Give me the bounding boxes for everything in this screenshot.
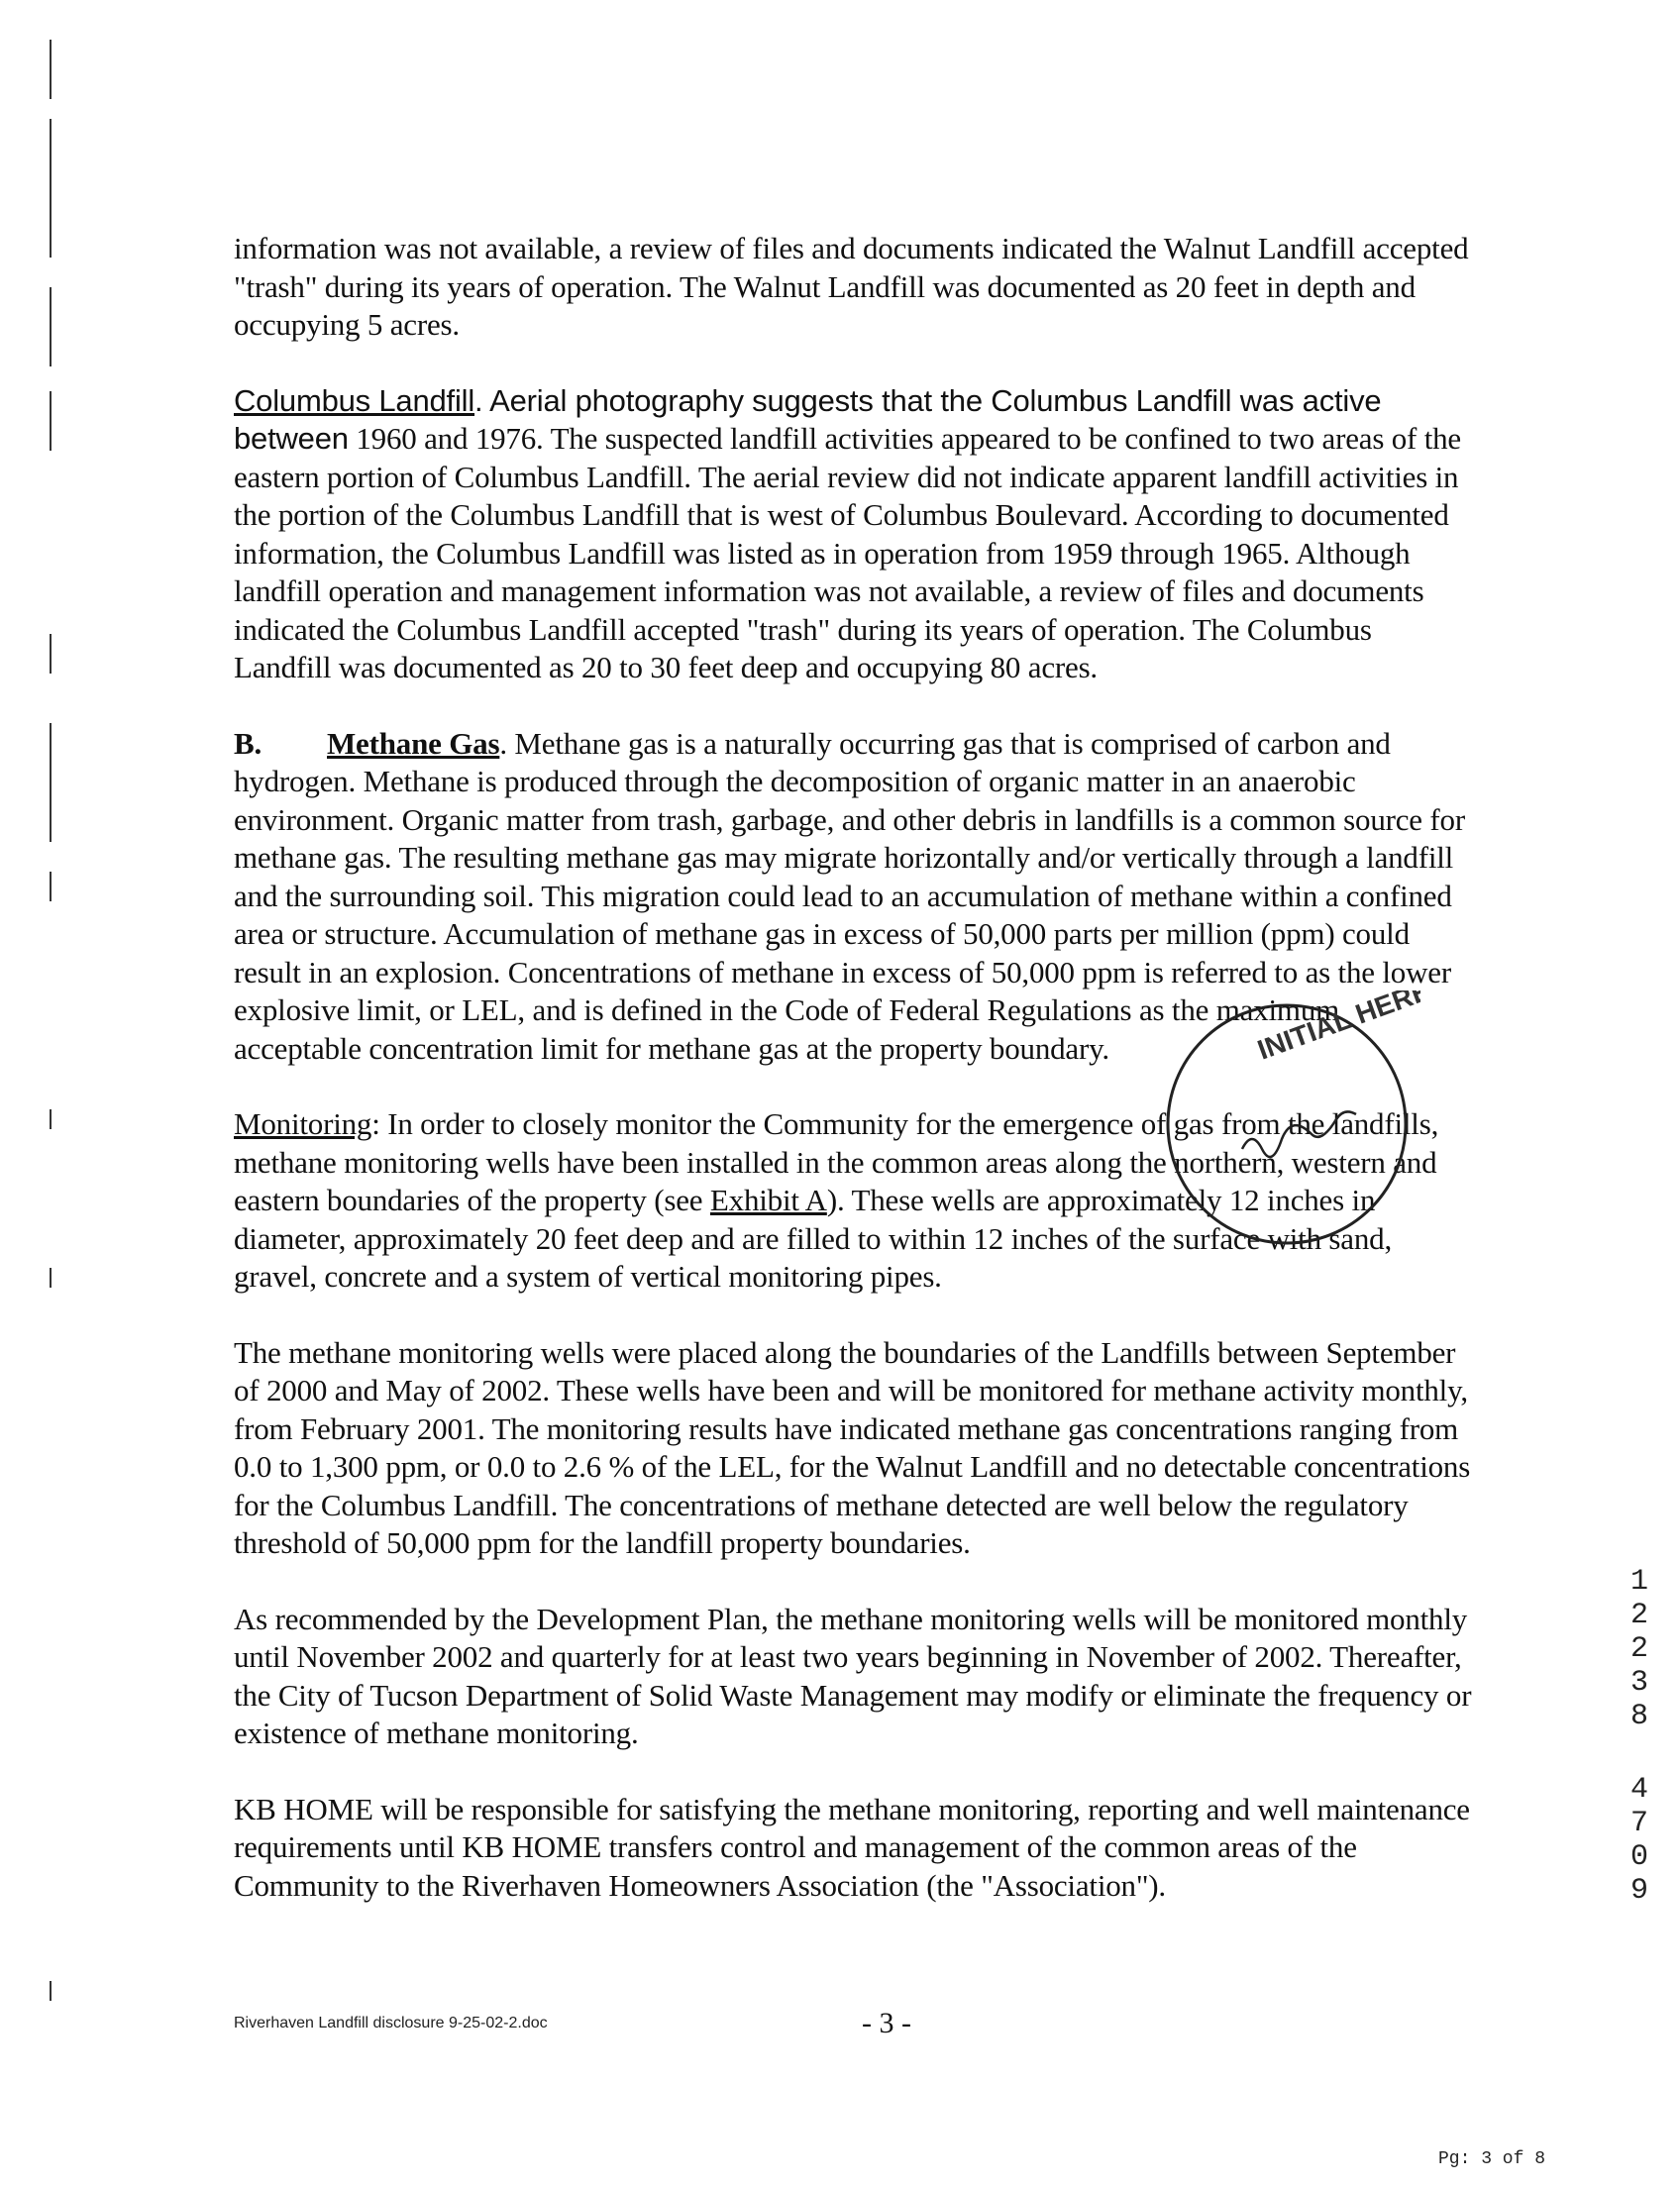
handwritten-initials xyxy=(1242,1111,1356,1157)
id-digit: 2 xyxy=(1629,1632,1648,1666)
columbus-heading-rest: . Aerial photography suggests that the Columbus Landfill was active between xyxy=(234,382,1382,456)
columbus-body: 1960 and 1976. The suspected landfill activities appeared to be confined to two areas of the eastern portion of Columbus Landfill. The aerial review did not indicate apparent landfill activities in the portion of the Columbus Landfill that is west of Columbus Boulevard. According to documented information, the Columbus Landfill was listed as in operation from 1959 through 1965. Although landfill operation and management information was not available, a review of files and documents indicated the Columbus Landfill accepted "trash" during its years of operation. The Columbus Landfill was documented as 20 to 30 feet deep and occupying 80 acres. xyxy=(234,421,1461,684)
scan-margin-marks xyxy=(0,0,79,2187)
vertical-document-id xyxy=(1625,1565,1654,1908)
id-digit: 7 xyxy=(1629,1807,1648,1840)
id-digit: 9 xyxy=(1629,1874,1648,1908)
methane-gas-heading: Methane Gas xyxy=(327,725,500,761)
id-digit: 4 xyxy=(1629,1773,1648,1807)
id-digit: 0 xyxy=(1629,1840,1648,1874)
id-digit: 3 xyxy=(1629,1666,1648,1700)
paragraph-development-plan: As recommended by the Development Plan, the methane monitoring wells will be monitored monthly until November 2002 and quarterly for at least two years beginning in November of 2002. Thereafter, the City of Tucson Department of Solid Waste Management may modify or eliminate the frequency or existence of methane monitoring. xyxy=(234,1601,1472,1750)
initial-here-stamp xyxy=(1153,990,1420,1258)
id-digit: 2 xyxy=(1629,1599,1648,1632)
stamp-text: INITIAL HERE xyxy=(1253,990,1420,1066)
monitoring-heading: Monitoring xyxy=(234,1106,372,1141)
paragraph-walnut-continued: information was not available, a review of files and documents indicated the Walnut Landfill accepted "trash" during its years of operation. The Walnut Landfill was documented as 20 feet in depth and occupying 5 acres. xyxy=(234,231,1469,342)
footer-filename: Riverhaven Landfill disclosure 9-25-02-2.doc xyxy=(234,2015,548,2031)
paragraph-columbus-landfill xyxy=(234,382,1472,687)
paragraph-kb-home: KB HOME will be responsible for satisfying the methane monitoring, reporting and well maintenance requirements until KB HOME transfers control and management of the common areas of the Community to the Riverhaven Homeowners Association (the "Association"). xyxy=(234,1791,1470,1903)
paragraph-monitoring-results: The methane monitoring wells were placed along the boundaries of the Landfills between September of 2000 and May of 2002. These wells have been and will be monitored for methane activity monthly, from February 2001. The monitoring results have indicated methane gas concentrations ranging from 0.0 to 1,300 ppm, or 0.0 to 2.6 % of the LEL, for the Walnut Landfill and no detectable concentrations for the Columbus Landfill. The concentrations of methane detected are well below the regulatory threshold of 50,000 ppm for the landfill property boundaries. xyxy=(234,1334,1471,1560)
footer-page-of: Pg: 3 of 8 xyxy=(1438,2149,1546,2169)
monitoring-body-1: : In order to closely monitor the Community for the emergence of gas from the landfills, methane monitoring wells have been installed in the common areas along the northern, western and eastern boundaries of the property (see xyxy=(234,1106,1439,1217)
initial-stamp-graphic xyxy=(1153,990,1420,1258)
columbus-landfill-heading: Columbus Landfill xyxy=(234,382,475,418)
footer-page-number: - 3 - xyxy=(862,2007,911,2039)
id-digit: 8 xyxy=(1629,1700,1648,1733)
exhibit-a-link: Exhibit A xyxy=(709,1183,827,1217)
id-digit: 1 xyxy=(1629,1565,1648,1599)
monitoring-body-2: ). These wells are approximately 12 inches in diameter, approximately 20 feet deep and are filled to within 12 inches of the surface with sand, gravel, concrete and a system of vertical monitoring pipes. xyxy=(234,1183,1392,1294)
methane-body: . Methane gas is a naturally occurring gas that is comprised of carbon and hydrogen. Methane is produced through the decomposition of organic matter in an anaerobic environment. Organic matter from trash, garbage, and other debris in landfills is a common source for methane gas. The resulting methane gas may migrate horizontally and/or vertically through a landfill and the surrounding soil. This migration could lead to an accumulation of methane within a confined area or structure. Accumulation of methane gas in excess of 50,000 parts per million (ppm) could result in an explosion. Concentrations of methane in excess of 50,000 ppm is referred to as the lower explosive limit, or LEL, and is defined in the Code of Federal Regulations as the maximum acceptable concentration limit for methane gas at the property boundary. xyxy=(234,725,1465,1066)
section-letter: B. xyxy=(234,725,262,761)
